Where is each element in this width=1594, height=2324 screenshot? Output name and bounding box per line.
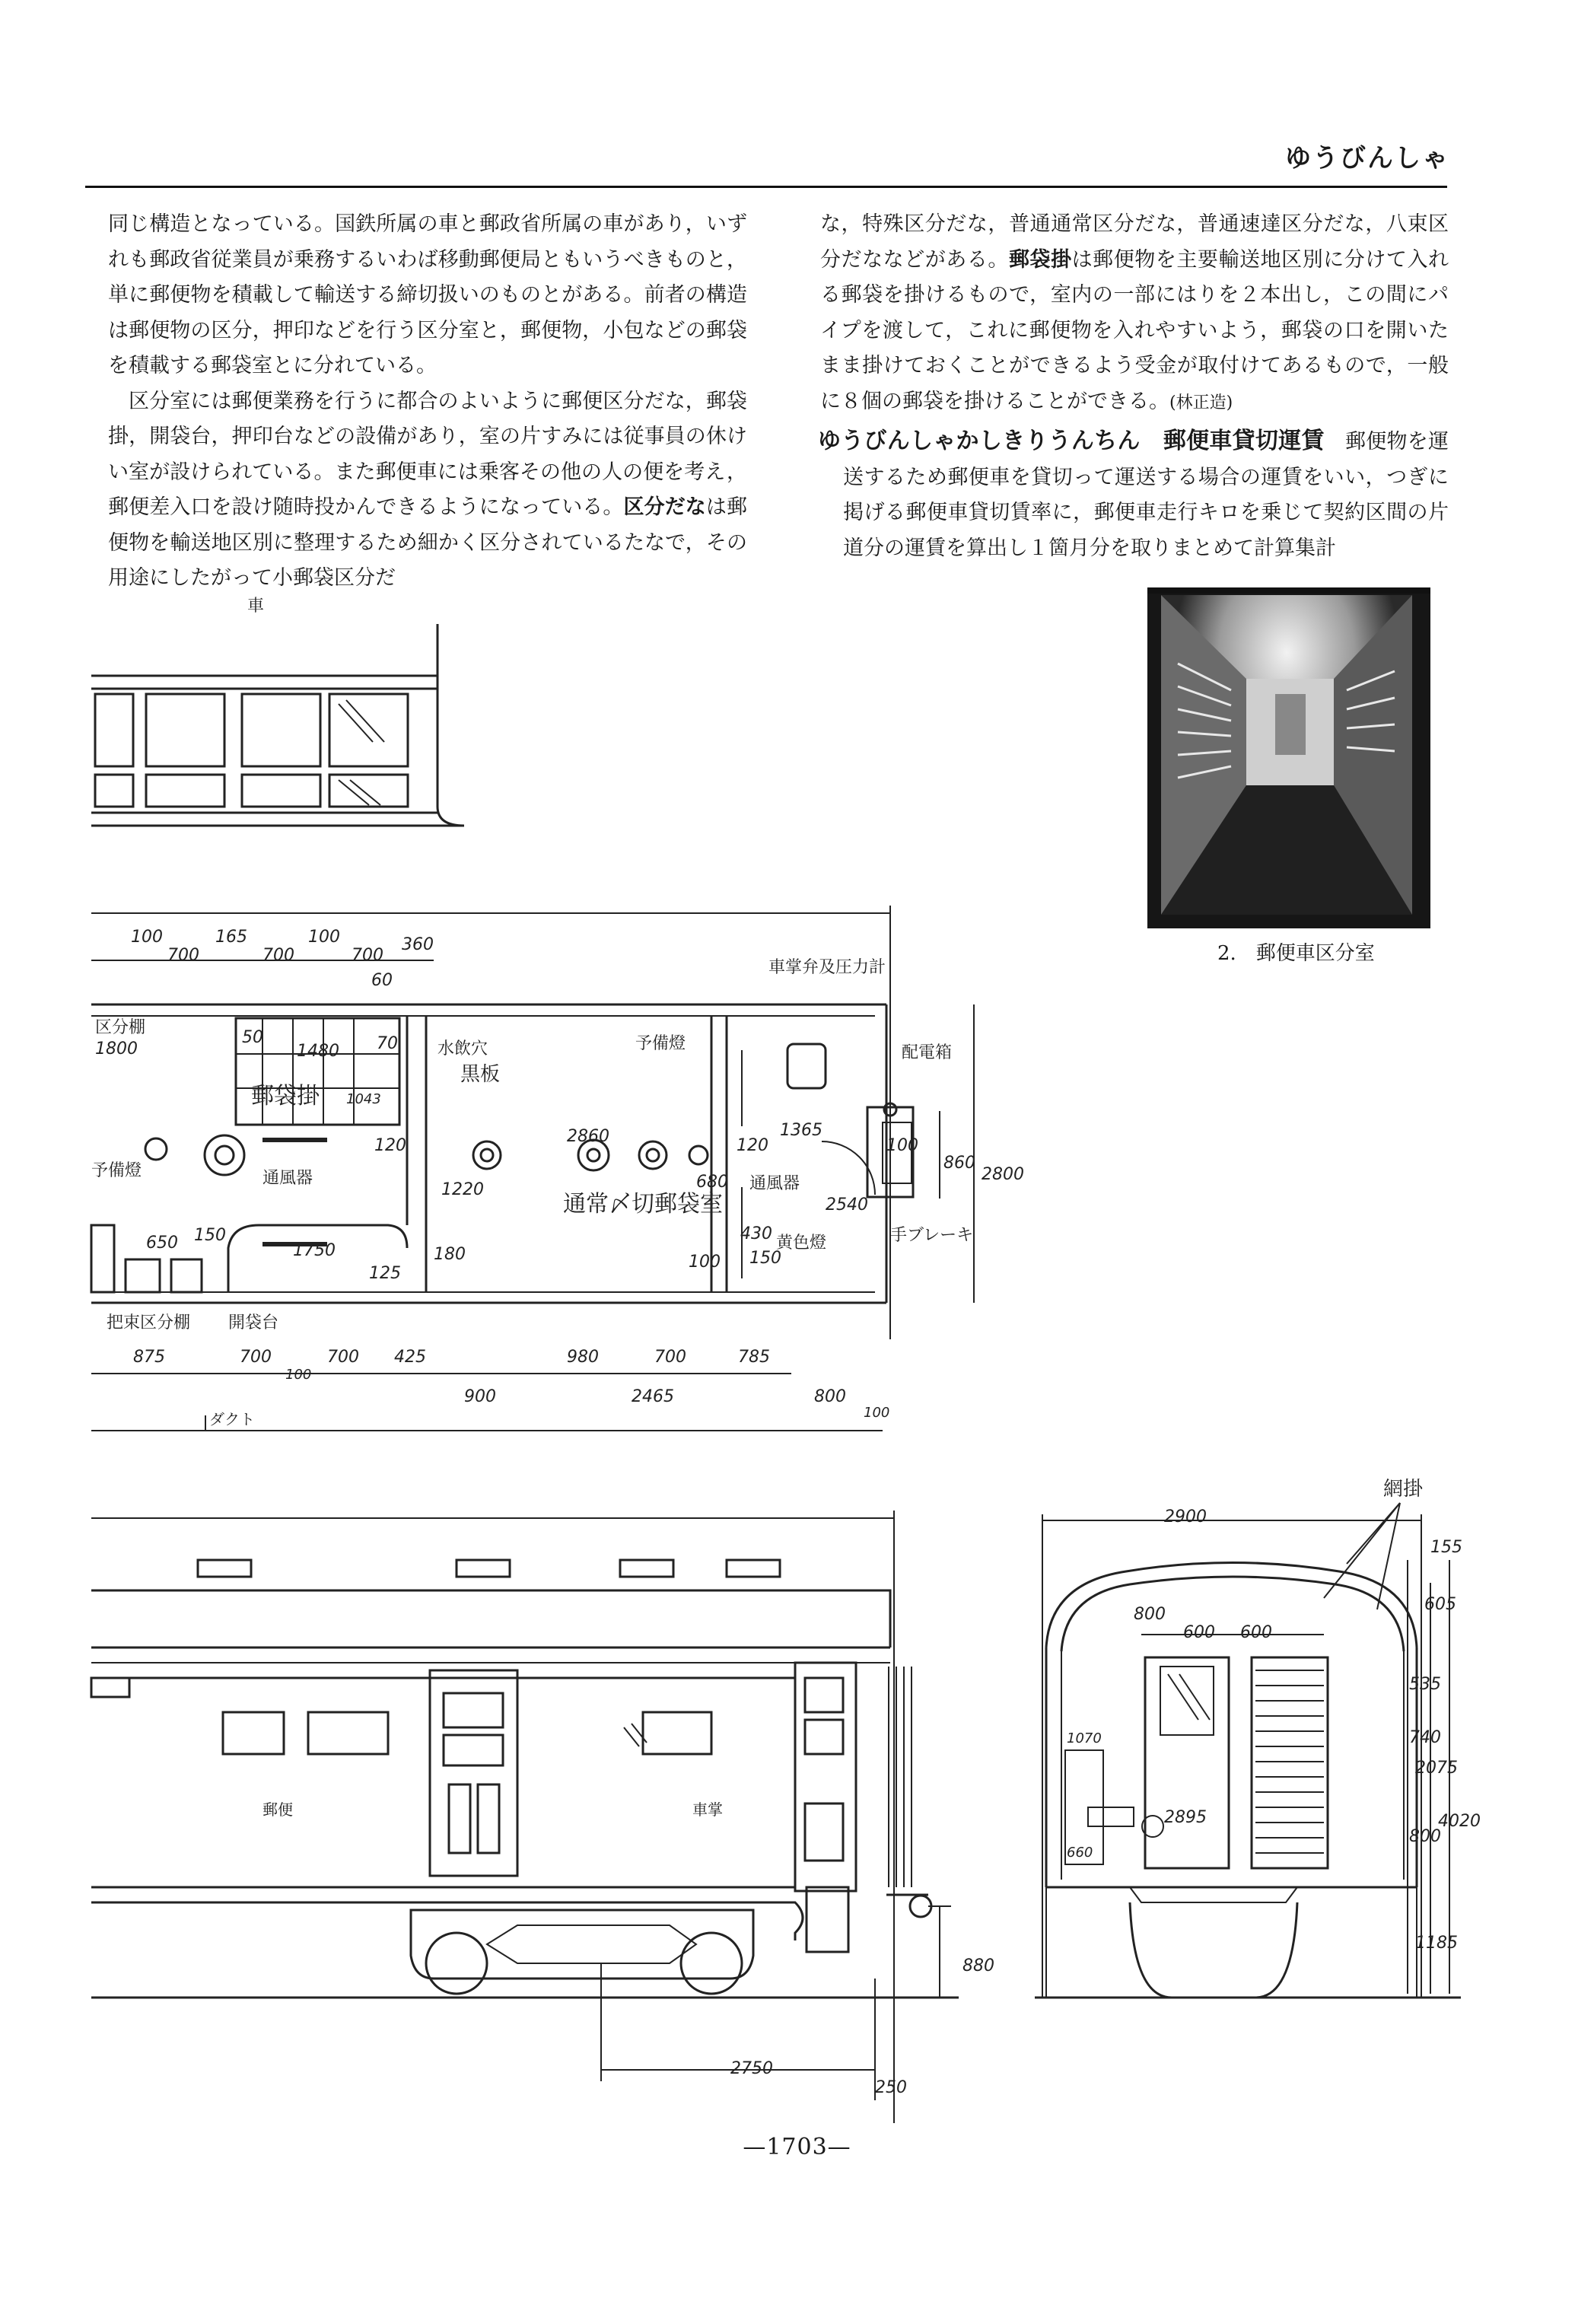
dim-label: 180 xyxy=(434,1245,466,1264)
dim-label: 155 xyxy=(1430,1538,1462,1557)
dim-label: 2075 xyxy=(1415,1759,1458,1778)
dim-label: 1365 xyxy=(780,1121,822,1140)
dim-label: 1043 xyxy=(346,1091,381,1107)
right-paragraph-1-rest: は郵便物を主要輸送地区別に分けて入れる郵袋を掛けるもので，室内の一部にはりを２本出し，この間にパイプを渡して，これに郵便物を入れやすいよう，郵袋の口を開いたまま掛けておくことができるよう受金が取付けてあるもので，一般に８個の郵袋を掛けることができる。 xyxy=(820,247,1449,413)
dim-label: 800 xyxy=(1409,1827,1441,1846)
dim-label: 50 xyxy=(242,1028,263,1047)
bag-hook-shelf-label: 把束区分棚 xyxy=(107,1313,191,1332)
dim-label: 1480 xyxy=(297,1042,339,1061)
dim-label: 700 xyxy=(352,946,383,965)
term-kubun-dana: 区分だな xyxy=(623,495,706,519)
side-mail-label: 郵便 xyxy=(262,1800,293,1819)
entry-text: 郵便物を運送するため郵便車を貸切って運送する場合の運賃をいい，つぎに掲げる郵便車貸切賃率に，郵便車走行キロを乗じて契約区間の片道分の運賃を算出し１箇月分を取りまとめて計算集計 xyxy=(843,430,1449,560)
dim-label: 1800 xyxy=(95,1039,138,1059)
dim-label: 980 xyxy=(567,1348,599,1367)
dim-label: 800 xyxy=(814,1387,846,1406)
dim-label: 2800 xyxy=(982,1165,1024,1184)
dim-label: 430 xyxy=(740,1224,772,1243)
dim-label: 2860 xyxy=(567,1127,609,1146)
dim-label: 605 xyxy=(1424,1595,1456,1614)
dim-label: 650 xyxy=(146,1234,178,1253)
dim-label: 2900 xyxy=(1164,1507,1207,1527)
page-number: —1703— xyxy=(743,2134,851,2160)
dim-label: 1070 xyxy=(1067,1730,1102,1746)
dim-label: 4020 xyxy=(1438,1812,1481,1831)
ventilator-label-2: 通風器 xyxy=(749,1174,800,1193)
dim-label: 425 xyxy=(394,1348,426,1367)
dim-label: 1220 xyxy=(441,1180,484,1199)
dim-label: 700 xyxy=(654,1348,686,1367)
left-paragraph-2-text: 区分室には郵便業務を行うに都合のよいように郵便区分だな，郵袋掛，開袋台，押印台などの設備があり，室の片すみには従事員の休けい室が設けられている。また郵便車には乗客その他の人の便を考え，郵便差入口を設け随時投かんできるようになっている。 xyxy=(108,389,747,519)
dim-label: 880 xyxy=(962,1956,994,1975)
dim-label: 120 xyxy=(374,1136,406,1155)
side-guard-label: 車掌 xyxy=(692,1800,723,1819)
dim-label: 360 xyxy=(402,935,434,954)
cross-section xyxy=(1035,1503,1461,1998)
blackboard-label: 黒板 xyxy=(460,1063,501,1086)
bag-hooks-label: 郵袋掛 xyxy=(251,1083,320,1109)
duct-label: ダクト xyxy=(209,1410,255,1428)
entry-headword: ゆうびんしゃかしきりうんちん 郵便車貸切運賃 xyxy=(818,428,1325,454)
dim-label: 100 xyxy=(308,928,340,947)
dim-label: 700 xyxy=(167,946,199,965)
dim-label: 740 xyxy=(1409,1728,1441,1747)
yellow-light-label: 黄色燈 xyxy=(776,1234,827,1253)
dim-label: 165 xyxy=(215,928,247,947)
dim-label: 700 xyxy=(262,946,294,965)
dim-label: 900 xyxy=(464,1387,496,1406)
dim-label: 120 xyxy=(737,1136,768,1155)
dim-label: 100 xyxy=(689,1253,721,1272)
net-rack-label: 網掛 xyxy=(1383,1478,1424,1501)
dim-label: 875 xyxy=(133,1348,165,1367)
mail-bag-room-label: 通常〆切郵袋室 xyxy=(563,1191,723,1218)
running-head: ゆうびんしゃ xyxy=(1285,143,1449,174)
drawing-labels xyxy=(91,928,1481,2097)
dim-label: 800 xyxy=(1134,1605,1166,1624)
dim-label: 1185 xyxy=(1415,1934,1458,1953)
figure-top-label: 車 xyxy=(247,597,265,616)
dim-label: 100 xyxy=(285,1367,312,1383)
spare-light-label-2: 予備燈 xyxy=(91,1161,142,1180)
dim-label: 660 xyxy=(1067,1845,1093,1861)
dim-label: 860 xyxy=(943,1154,975,1173)
side-elevation xyxy=(91,1511,959,2123)
dim-label: 2750 xyxy=(730,2059,773,2078)
term-yutai-kake: 郵袋掛 xyxy=(1008,247,1072,272)
dim-label: 680 xyxy=(696,1173,728,1192)
dim-label: 60 xyxy=(371,971,393,990)
dim-label: 250 xyxy=(875,2078,907,2097)
brake-gauge-label: 車掌弁及圧力計 xyxy=(768,958,886,977)
distribution-board-label: 配電箱 xyxy=(902,1043,953,1062)
dim-label: 535 xyxy=(1409,1675,1441,1694)
dim-label: 2465 xyxy=(632,1387,674,1406)
water-hole-label: 水飲穴 xyxy=(437,1039,488,1059)
author-signature: (林正造) xyxy=(1169,393,1233,412)
spare-light-label: 予備燈 xyxy=(635,1034,686,1053)
dim-label: 2540 xyxy=(826,1195,868,1215)
dim-label: 1750 xyxy=(293,1241,336,1260)
right-paragraph-1-text: な，特殊区分だな，普通通常区分だな，普通速達区分だな，八束区分だななどがある。 xyxy=(820,212,1449,272)
ventilator-label: 通風器 xyxy=(262,1169,313,1188)
dim-label: 2895 xyxy=(1164,1808,1207,1827)
photo-caption: 2. 郵便車区分室 xyxy=(1217,942,1375,965)
dim-label: 100 xyxy=(886,1136,918,1155)
dim-label: 100 xyxy=(131,928,163,947)
left-paragraph-2-rest: は郵便物を輸送地区別に整理するため細かく区分されているたなで，その用途にしたがって小郵袋区分だ xyxy=(108,495,748,590)
bag-table-label: 開袋台 xyxy=(228,1313,279,1332)
sort-shelf-label: 区分棚 xyxy=(95,1018,146,1037)
dim-label: 100 xyxy=(864,1405,890,1421)
dim-label: 785 xyxy=(738,1348,770,1367)
dim-label: 70 xyxy=(377,1034,398,1053)
dim-label: 125 xyxy=(369,1264,401,1283)
dim-label: 150 xyxy=(749,1249,781,1268)
dim-label: 600 xyxy=(1240,1623,1272,1642)
dim-label: 600 xyxy=(1183,1623,1215,1642)
dim-label: 150 xyxy=(194,1226,226,1245)
hand-brake-label: 手ブレーキ xyxy=(890,1226,974,1245)
dim-label: 700 xyxy=(327,1348,359,1367)
dim-label: 700 xyxy=(240,1348,272,1367)
top-window-view xyxy=(91,624,464,826)
left-paragraph-1: 同じ構造となっている。国鉄所属の車と郵政省所属の車があり，いずれも郵政省従業員が乗務するいわば移動郵便局ともいうべきものと，単に郵便物を積載して輸送する締切扱いのものとがある。前者の構造は郵便物の区分，押印などを行う区分室と，郵便物，小包などの郵袋を積載する郵袋室とに分れている。 xyxy=(108,212,747,377)
